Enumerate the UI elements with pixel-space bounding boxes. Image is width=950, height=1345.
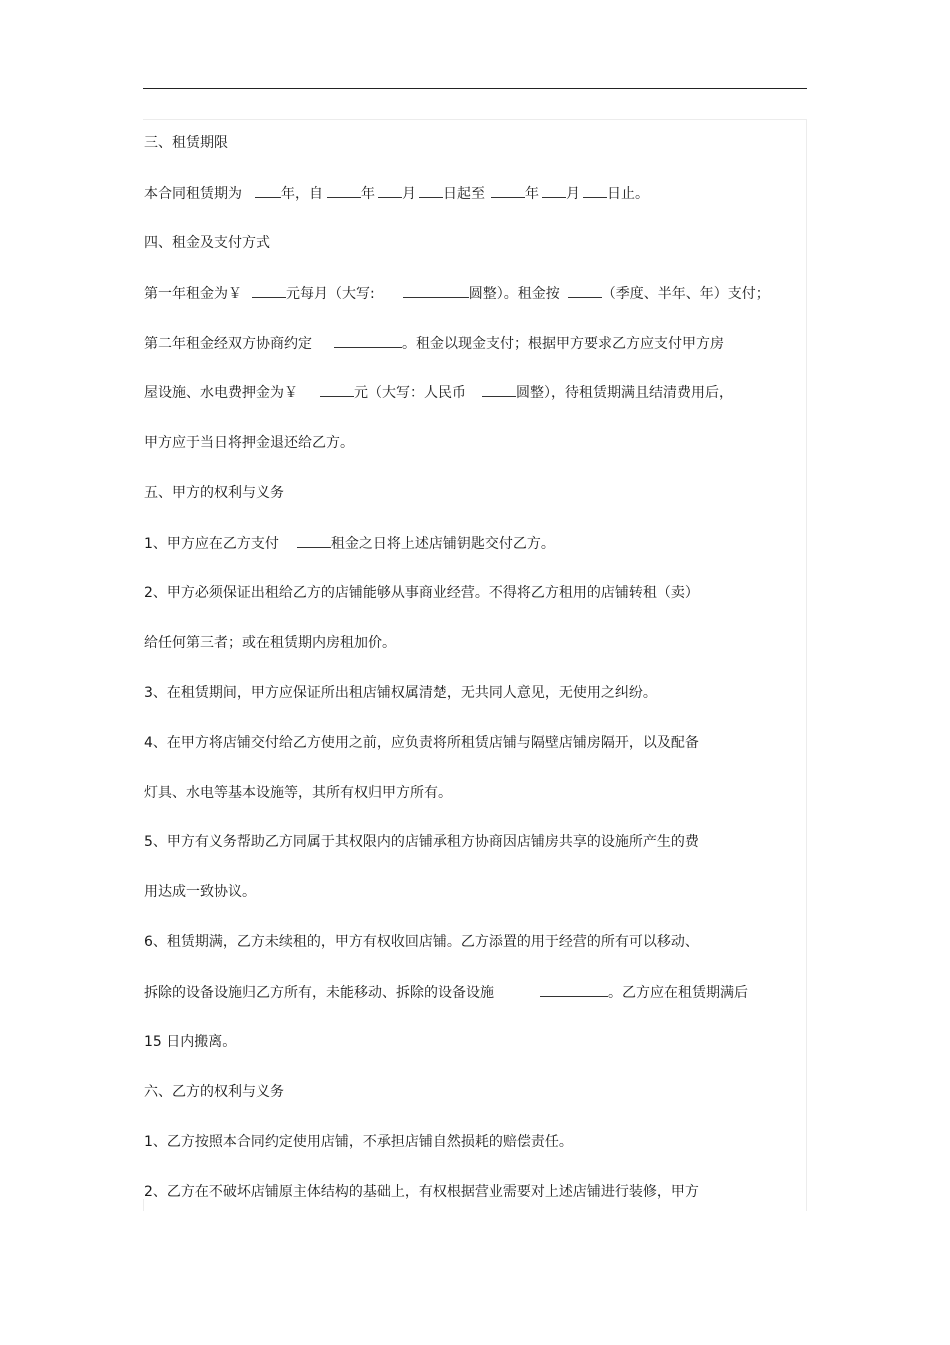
lease-term-line [144, 184, 649, 203]
text-segment: 2、乙方在不破坏店铺原主体结构的基础上，有权根据营业需要对上述店铺进行装修，甲方 [144, 1184, 699, 1200]
text-segment: 本合同租赁期为 [144, 186, 242, 202]
text-segment: 年，自 [281, 186, 323, 202]
text-segment: 四、租金及支付方式 [144, 235, 270, 251]
clause-5-5-cont [144, 883, 256, 901]
text-segment: 圆整），待租赁期满且结清费用后， [516, 385, 733, 401]
text-segment: 6、租赁期满，乙方未续租的，甲方有权收回店铺。乙方添置的用于经营的所有可以移动、 [144, 934, 699, 950]
clause-5-6-cont2 [144, 1033, 236, 1051]
clause-5-6-cont [144, 983, 748, 1002]
rent-year1-line [144, 284, 770, 303]
text-segment: 4、在甲方将店铺交付给乙方使用之前，应负责将所租赁店铺与隔壁店铺房隔开，以及配备 [144, 735, 699, 751]
blank-field [378, 184, 402, 198]
text-segment: 1、甲方应在乙方支付 [144, 536, 279, 552]
text-segment: 三、租赁期限 [144, 135, 228, 151]
text-segment: 六、乙方的权利与义务 [144, 1084, 284, 1100]
text-segment: 元每月（大写: [286, 286, 375, 302]
header-rule [143, 88, 807, 89]
text-segment: 2、甲方必须保证出租给乙方的店铺能够从事商业经营。不得将乙方租用的店铺转租（卖） [144, 585, 699, 601]
blank-field [255, 184, 281, 198]
text-segment: 屋设施、水电费押金为￥ [144, 385, 298, 401]
clause-5-6 [144, 933, 699, 951]
text-segment: 第二年租金经双方协商约定 [144, 336, 312, 352]
clause-6-1 [144, 1133, 573, 1151]
text-segment: 1、乙方按照本合同约定使用店铺，不承担店铺自然损耗的赔偿责任。 [144, 1134, 573, 1150]
text-segment: 。乙方应在租赁期满后 [608, 985, 748, 1001]
text-segment: 年 [525, 186, 539, 202]
blank-field [403, 284, 469, 298]
text-segment: 甲方应于当日将押金退还给乙方。 [144, 435, 354, 451]
blank-field [252, 284, 286, 298]
section-4-heading [144, 234, 270, 252]
text-segment: 。租金以现金支付；根据甲方要求乙方应支付甲方房 [402, 336, 724, 352]
text-segment: 第一年租金为￥ [144, 286, 242, 302]
text-segment: 日止。 [607, 186, 649, 202]
text-segment: 年 [361, 186, 375, 202]
blank-field [320, 383, 354, 397]
blank-field [491, 184, 525, 198]
blank-field [327, 184, 361, 198]
deposit-line [144, 383, 733, 402]
text-segment: 元（大写：人民币 [354, 385, 466, 401]
text-segment: 灯具、水电等基本设施等，其所有权归甲方所有。 [144, 785, 452, 801]
text-segment: 拆除的设备设施归乙方所有，未能移动、拆除的设备设施 [144, 985, 494, 1001]
text-segment: 给任何第三者；或在租赁期内房租加价。 [144, 635, 396, 651]
blank-field [419, 184, 443, 198]
text-segment: 租金之日将上述店铺钥匙交付乙方。 [330, 536, 555, 552]
text-segment: 圆整）。租金按 [468, 286, 560, 302]
text-segment: 日起至 [443, 186, 485, 202]
frame-right-border [806, 119, 807, 1211]
clause-5-3 [144, 684, 657, 702]
rent-year2-line [144, 334, 724, 353]
blank-field [334, 334, 402, 348]
section-3-heading [144, 134, 228, 152]
text-segment: 5、甲方有义务帮助乙方同属于其权限内的店铺承租方协商因店铺房共享的设施所产生的费 [144, 834, 699, 850]
clause-5-4 [144, 734, 699, 752]
text-segment: 3、在租赁期间，甲方应保证所出租店铺权属清楚，无共同人意见，无使用之纠纷。 [144, 685, 657, 701]
text-segment: 用达成一致协议。 [144, 884, 256, 900]
blank-field [297, 534, 331, 548]
section-5-heading [144, 484, 284, 502]
clause-5-1 [144, 534, 555, 553]
text-segment: 15 日内搬离。 [144, 1034, 237, 1050]
clause-5-5 [144, 833, 699, 851]
blank-field [482, 383, 516, 397]
blank-field [568, 284, 602, 298]
clause-5-2 [144, 584, 699, 602]
blank-field [540, 983, 608, 997]
clause-5-2-cont [144, 634, 396, 652]
text-segment: 月 [402, 186, 416, 202]
deposit-refund-line [144, 434, 354, 452]
frame-top-border [143, 119, 807, 120]
clause-5-4-cont [144, 784, 452, 802]
blank-field [542, 184, 566, 198]
text-segment: 五、甲方的权利与义务 [144, 485, 284, 501]
text-segment: （季度、半年、年）支付； [601, 286, 770, 302]
clause-6-2 [144, 1183, 699, 1201]
section-6-heading [144, 1083, 284, 1101]
text-segment: 月 [566, 186, 580, 202]
blank-field [583, 184, 607, 198]
